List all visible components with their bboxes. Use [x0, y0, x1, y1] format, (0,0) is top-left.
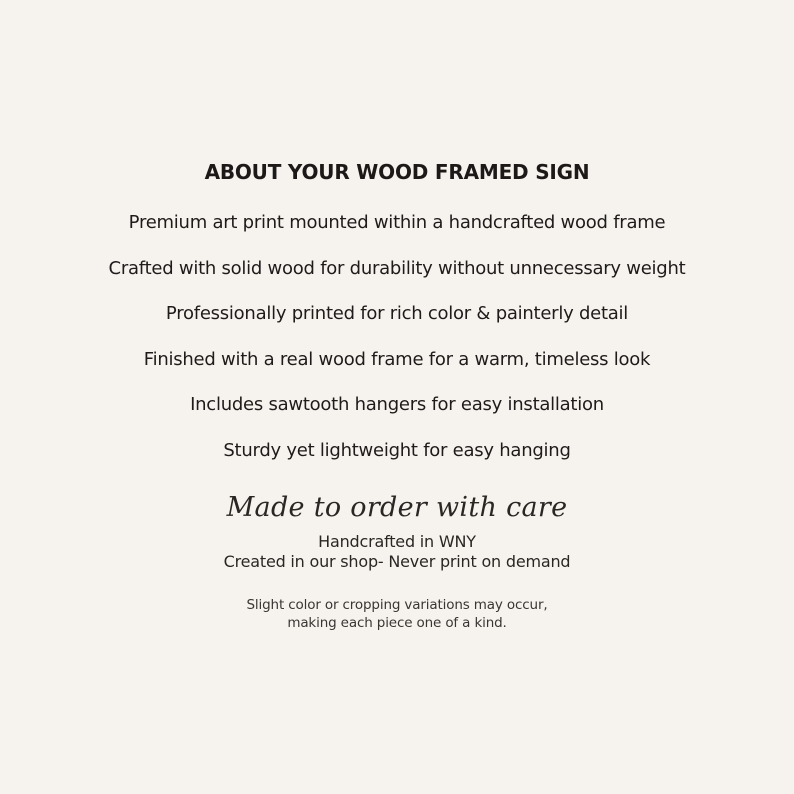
feature-list — [0, 208, 794, 482]
origin-line-2: Created in our shop- Never print on demand — [223, 552, 571, 571]
feature-item: Premium art print mounted within a handcrafted wood frame — [128, 212, 666, 233]
variation-note — [0, 596, 794, 632]
note-line-2: making each piece one of a kind. — [287, 615, 507, 631]
note-line-1: Slight color or cropping variations may occur, — [246, 597, 548, 613]
feature-item: Sturdy yet lightweight for easy hanging — [223, 439, 571, 461]
origin-line-1: Handcrafted in WNY — [318, 532, 476, 551]
feature-item: Professionally printed for rich color & painterly detail — [165, 303, 629, 325]
feature-item: Includes sawtooth hangers for easy installation — [190, 394, 604, 416]
feature-item: Finished with a real wood frame for a warm, timeless look — [143, 348, 651, 370]
origin-text — [0, 532, 794, 572]
script-tagline: Made to order with care — [226, 492, 568, 523]
feature-item: Crafted with solid wood for durability without unnecessary weight — [108, 257, 686, 279]
page-title: ABOUT YOUR WOOD FRAMED SIGN — [204, 160, 590, 184]
